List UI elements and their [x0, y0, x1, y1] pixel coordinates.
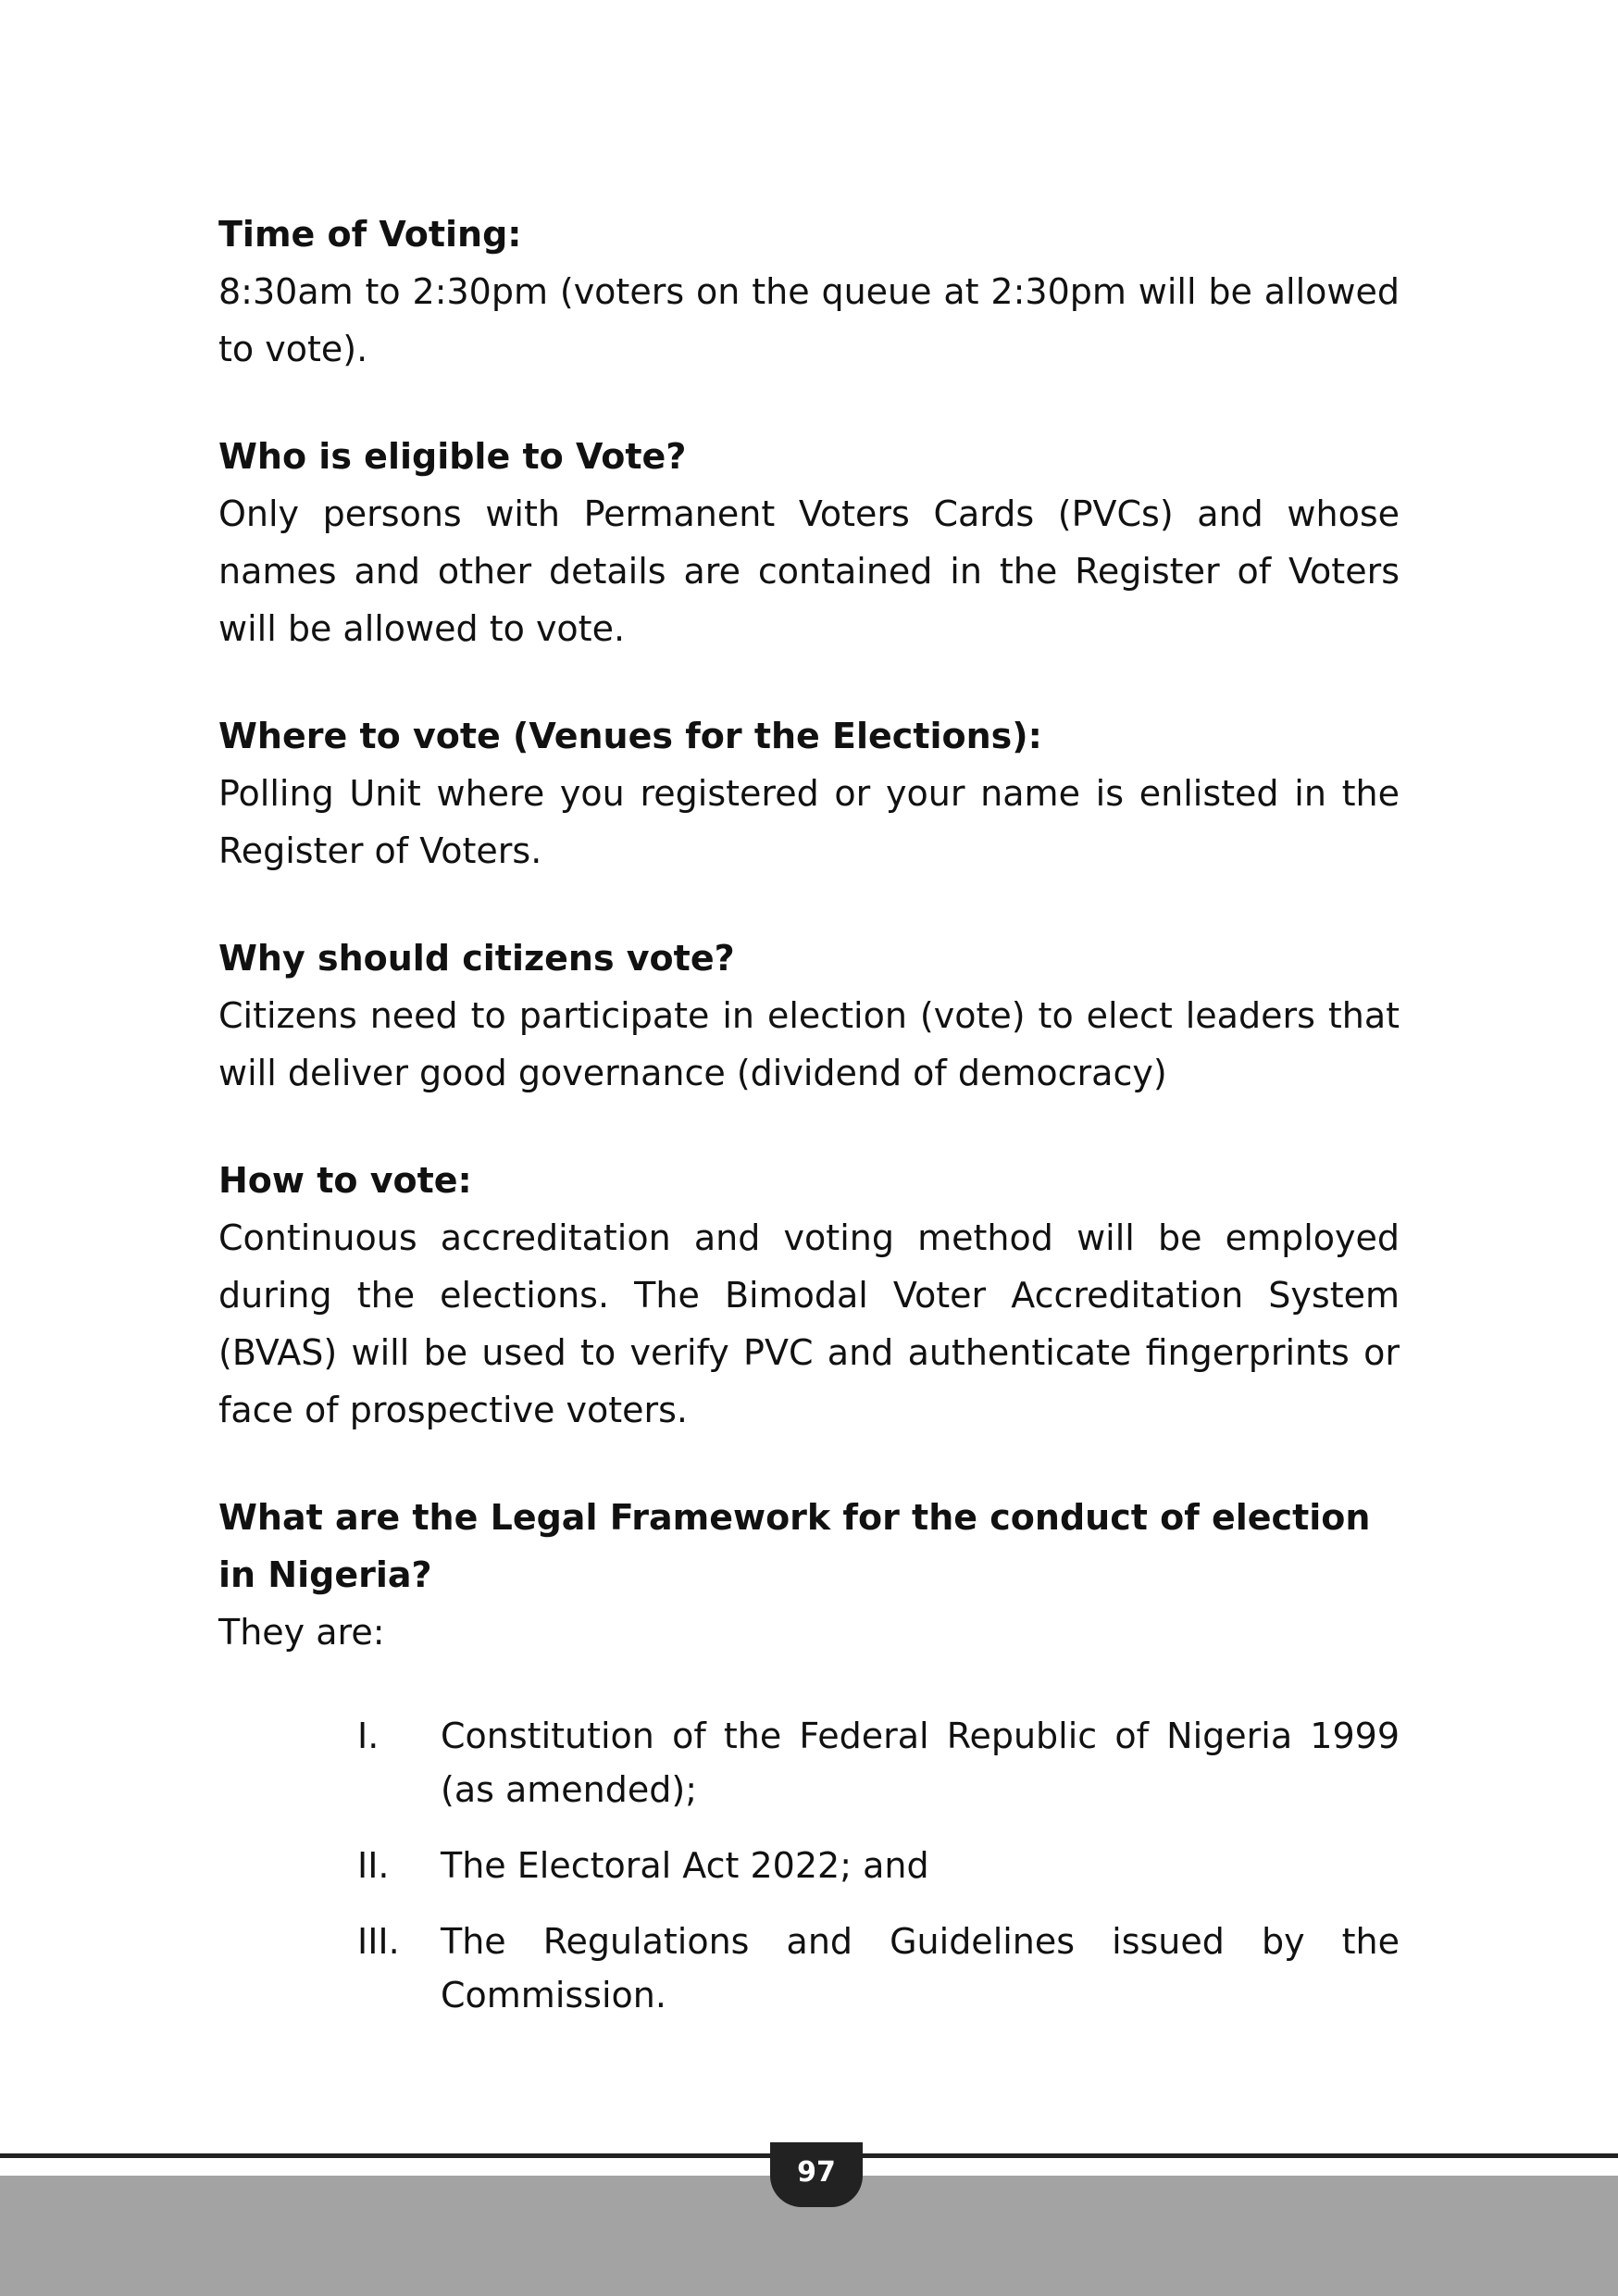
section-heading: Where to vote (Venues for the Elections):: [218, 716, 1042, 756]
list-item: [357, 1915, 1400, 2022]
list-item: [357, 1709, 1400, 1816]
section-eligibility: [218, 428, 1400, 657]
page-number-tab: 97: [770, 2142, 863, 2207]
section-heading: Time of Voting:: [218, 214, 522, 255]
section-body: Polling Unit where you registered or your name is enlisted in the Register of Voters.: [218, 773, 1400, 871]
section-where-to-vote: [218, 707, 1400, 880]
section-heading: What are the Legal Framework for the conduct of election in Nigeria?: [218, 1497, 1371, 1595]
list-numeral: III.: [357, 1921, 400, 1962]
legal-framework-list: [218, 1709, 1400, 2022]
section-legal-framework: [218, 1489, 1400, 2022]
list-item-text: Constitution of the Federal Republic of Nigeria 1999 (as amended);: [441, 1716, 1400, 1810]
page-content: [218, 206, 1400, 2044]
section-heading: Why should citizens vote?: [218, 938, 735, 979]
section-heading: How to vote:: [218, 1160, 472, 1201]
list-numeral: I.: [357, 1716, 380, 1756]
section-why-vote: [218, 930, 1400, 1102]
section-body: 8:30am to 2:30pm (voters on the queue at 2:30pm will be allowed to vote).: [218, 271, 1400, 369]
section-how-to-vote: [218, 1152, 1400, 1439]
section-body: Only persons with Permanent Voters Cards (PVCs) and whose names and other details are contained in the Register of Voters will be allowed to vote.: [218, 493, 1400, 649]
section-body: Continuous accreditation and voting method will be employed during the elections. The Bimodal Voter Accreditation System (BVAS) will be used to verify PVC and authenticate fingerprints or face of prospective voters.: [218, 1217, 1400, 1430]
list-item-text: The Electoral Act 2022; and: [441, 1845, 929, 1886]
list-numeral: II.: [357, 1845, 390, 1886]
section-heading: Who is eligible to Vote?: [218, 436, 687, 477]
section-intro: They are:: [218, 1612, 385, 1653]
section-time-of-voting: [218, 206, 1400, 378]
section-body: Citizens need to participate in election (vote) to elect leaders that will deliver good governance (dividend of democracy): [218, 995, 1400, 1093]
list-item: [357, 1839, 1400, 1892]
list-item-text: The Regulations and Guidelines issued by the Commission.: [441, 1921, 1400, 2015]
